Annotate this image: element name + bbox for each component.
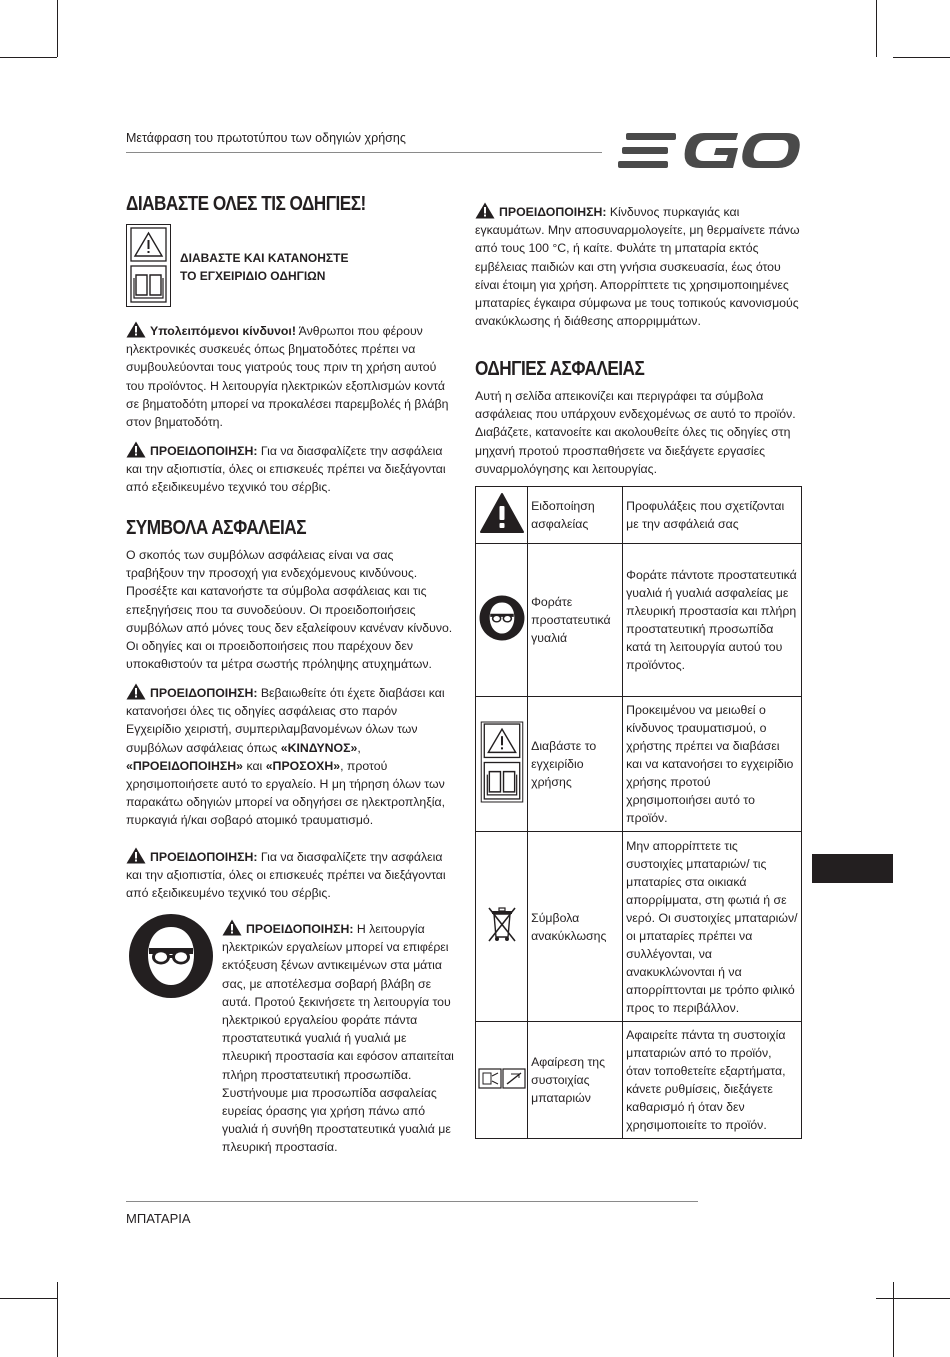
table-cell-desc: Προφυλάξεις που σχετίζονται με την ασφάλειά σας [623, 487, 802, 544]
warning1-text: Για να διασφαλίζετε την ασφάλεια και την αξιοπιστία, όλες οι επισκευές πρέπει να διεξάγονται από εξειδικευμένο τεχνικό του σέρβις. [126, 444, 446, 495]
table-cell-name: Αφαίρεση της συστοιχίας μπαταριών [528, 1022, 623, 1139]
warning2-sep-2: και [243, 758, 266, 773]
warning-fire-paragraph [475, 202, 802, 330]
warning2-text-b: , προτού χρησιμοποιήσετε αυτό το εργαλείο. Η μη τήρηση όλων των παρακάτω οδηγιών μπορεί να οδηγήσει σε ηλεκτροπληξία, πυρκαγιά ή/και σοβαρό ατομικό τραυματισμό. [126, 758, 446, 828]
warning-triangle-icon [222, 919, 242, 936]
warning-triangle-icon [475, 202, 495, 219]
table-row [476, 697, 802, 832]
table-cell-icon [476, 1022, 528, 1139]
safety-symbols-table [475, 486, 802, 1139]
table-cell-desc: Προκειμένου να μειωθεί ο κίνδυνος τραυματισμού, ο χρήστης πρέπει να διαβάσει και να κατανοήσει το εγχειρίδιο χρήσης προτού χρησιμοποιήσει αυτό το προϊόν. [623, 697, 802, 832]
warning-triangle-icon [126, 441, 146, 458]
crop-mark [893, 1282, 894, 1357]
residual-lead: Υπολειπόμενοι κίνδυνοι! [150, 324, 296, 338]
header-rule [126, 152, 602, 153]
crossed-bin-icon [486, 905, 518, 943]
footer-label: ΜΠΑΤΑΡΙΑ [126, 1211, 191, 1226]
instructions-paragraph: Αυτή η σελίδα απεικονίζει και περιγράφει τα σύμβολα ασφάλειας που υπάρχουν ενδεχομένως σε αυτό το προϊόν. Διαβάζετε, κατανοείτε και ακολουθείτε όλες τις οδηγίες στη μηχανή προτού προσπαθήσετε να διεξάγετε εργασίες συναρμολόγησης και λειτουργίας. [475, 389, 796, 476]
table-cell-icon [476, 832, 528, 1022]
warning4-text: Η λειτουργία ηλεκτρικών εργαλείων μπορεί να επιφέρει εκτόξευση ξένων αντικειμένων στα μάτια σας, με αποτέλεσμα σοβαρή βλάβη σε αυτά. Προτού ξεκινήσετε τη λειτουργία του ηλεκτρικού εργαλείου φοράτε πάντα προστατευτικά γυαλιά ή γυαλιά με πλευρική προστασία και εφόσον απαιτείται πλήρη προστατευτική προσωπίδα. Συστήνουμε μια προσωπίδα ασφαλείας ευρείας όρασης για χρήση πάνω από γυαλιά ή συνήθη προστατευτικά γυαλιά με πλευρική προστασία. [222, 922, 454, 1155]
crop-mark [893, 57, 950, 58]
table-row [476, 832, 802, 1022]
table-row [476, 544, 802, 697]
crop-mark [876, 1298, 950, 1299]
warning2-text-a: Βεβαιωθείτε ότι έχετε διαβάσει και κατανοήσει όλες τις οδηγίες ασφάλειας στο παρόν Εγχειρίδιο χειριστή, συμπεριλαμβανομένων όλων των συμβόλων ασφάλειας όπως [126, 686, 445, 755]
residual-text: Άνθρωποι που φέρουν ηλεκτρονικές συσκευές όπως βηματοδότες πρέπει να συμβουλεύονται τους γιατρούς τους πριν τη χρήση αυτού του προϊόντος. Η λειτουργία ηλεκτρικών εξοπλισμών κοντά σε βηματοδότη μπορεί να προκαλέσει παρεμβολές ή βλάβη στον βηματοδότη. [126, 324, 449, 430]
warning2-bold-warning: «ΠΡΟΕΙΔΟΠΟΙΗΣΗ» [126, 758, 244, 773]
battery-removal-icon [477, 1065, 527, 1091]
read-manual-label [180, 249, 348, 285]
warning-paragraph-2 [126, 683, 454, 830]
warning1-lead: ΠΡΟΕΙΔΟΠΟΙΗΣΗ: [150, 444, 258, 458]
warning-fire-lead: ΠΡΟΕΙΔΟΠΟΙΗΣΗ: [499, 205, 607, 219]
warning-paragraph-1 [126, 441, 454, 497]
warning2-bold-danger: «ΚΙΝΔΥΝΟΣ» [280, 740, 358, 755]
warning2-lead: ΠΡΟΕΙΔΟΠΟΙΗΣΗ: [150, 686, 258, 700]
read-manual-label-line2: ΤΟ ΕΓΧΕΙΡΙΔΙΟ ΟΔΗΓΙΩΝ [180, 269, 326, 283]
crop-mark [0, 1298, 57, 1299]
warning3-text: Για να διασφαλίζετε την ασφάλεια και την αξιοπιστία, όλες οι επισκευές πρέπει να διεξάγονται από εξειδικευμένο τεχνικό του σέρβις. [126, 850, 446, 901]
table-cell-desc: Φοράτε πάντοτε προστατευτικά γυαλιά ή γυαλιά ασφαλείας με πλευρική προστασία και πλήρη προστατευτική προσωπίδα κατά τη λειτουργία αυτού του προϊόντος. [623, 544, 802, 697]
warning3-lead: ΠΡΟΕΙΔΟΠΟΙΗΣΗ: [150, 850, 258, 864]
table-cell-name: Ειδοποίηση ασφαλείας [528, 487, 623, 544]
symbols-paragraph: Ο σκοπός των συμβόλων ασφάλειας είναι να σας τραβήξουν την προσοχή για ενδεχόμενους κινδύνους. Προσέξτε και κατανοήστε τα σύμβολα ασφάλειας και τις επεξηγήσεις που τα συνοδεύουν. Οι προειδοποιήσεις συμβόλων από μόνες τους δεν εξαλείφουν κανέναν κίνδυνο. Οι οδηγίες και οι προειδοποιήσεις που παρέχουν δεν υποκαθιστούν τα μέτρα σωστής πρόληψης ατυχημάτων. [126, 548, 453, 672]
read-manual-icon [480, 721, 524, 803]
warning2-sep-1: , [357, 740, 361, 755]
table-row [476, 487, 802, 544]
table-cell-icon [476, 697, 528, 832]
title-safety-instructions: ΟΔΗΓΙΕΣ ΑΣΦΑΛΕΙΑΣ [475, 358, 645, 380]
read-manual-symbol [126, 224, 171, 307]
table-cell-desc: Μην απορρίπτετε τις συστοιχίες μπαταριών/ τις μπαταρίες στα οικιακά απορρίμματα, στη φωτιά ή σε νερό. Οι συστοιχίες μπαταριών/οι μπαταρίες πρέπει να συλλέγονται, να ανακυκλώνονται ή να απορρίπτονται με τρόπο φιλικό προς το περιβάλλον. [623, 832, 802, 1022]
warning-triangle-icon [126, 683, 146, 700]
table-cell-icon [476, 544, 528, 697]
warning2-bold-caution: «ΠΡΟΣΟΧΗ» [265, 758, 341, 773]
crop-mark [57, 1282, 58, 1357]
ego-logo [618, 131, 800, 176]
safety-glasses-icon [479, 595, 525, 641]
residual-risks-paragraph [126, 321, 454, 431]
crop-mark [876, 0, 877, 57]
crop-mark [0, 57, 57, 58]
table-cell-name: Φοράτε προστατευτικά γυαλιά [528, 544, 623, 697]
table-row [476, 1022, 802, 1139]
warning-triangle-icon [126, 847, 146, 864]
footer-rule [126, 1201, 698, 1202]
title-read-all: ΔΙΑΒΑΣΤΕ ΟΛΕΣ ΤΙΣ ΟΔΗΓΙΕΣ! [126, 193, 366, 215]
read-manual-label-line1: ΔΙΑΒΑΣΤΕ ΚΑΙ ΚΑΤΑΝΟΗΣΤΕ [180, 251, 349, 265]
safety-glasses-icon [128, 913, 214, 999]
header-subtitle: Μετάφραση του πρωτοτύπου των οδηγιών χρήσης [126, 131, 406, 145]
table-cell-icon [476, 487, 528, 544]
warning-fire-text: Κίνδυνος πυρκαγιάς και εγκαυμάτων. Μην αποσυναρμολογείτε, μη θερμαίνετε πάνω από τους 100 °C, ή καίτε. Φυλάτε τη μπαταρία εκτός εμβέλειας παιδιών και στη γνήσια συσκευασία, έως ότου είναι έτοιμη για χρήση. Απορρίπτετε τις χρησιμοποιημένες μπαταρίες έγκαιρα σύμφωνα με τους τοπικούς κανονισμούς ανακύκλωσης ή διάθεσης απορριμμάτων. [475, 205, 800, 329]
crop-mark [57, 0, 58, 57]
warning-triangle-icon [478, 491, 526, 535]
section-tab-marker [812, 854, 893, 883]
warning-paragraph-3 [126, 847, 454, 903]
warning4-lead: ΠΡΟΕΙΔΟΠΟΙΗΣΗ: [246, 922, 354, 936]
table-cell-desc: Αφαιρείτε πάντα τη συστοιχία μπαταριών από το προϊόν, όταν τοποθετείτε εξαρτήματα, κάνετε ρυθμίσεις, διεξάγετε καθαρισμό ή όταν δεν χρησιμοποιείτε το προϊόν. [623, 1022, 802, 1139]
table-cell-name: Διαβάστε το εγχειρίδιο χρήσης [528, 697, 623, 832]
title-safety-symbols: ΣΥΜΒΟΛΑ ΑΣΦΑΛΕΙΑΣ [126, 517, 307, 539]
warning-paragraph-4 [222, 919, 455, 1157]
warning-triangle-icon [126, 321, 146, 338]
table-cell-name: Σύμβολα ανακύκλωσης [528, 832, 623, 1022]
